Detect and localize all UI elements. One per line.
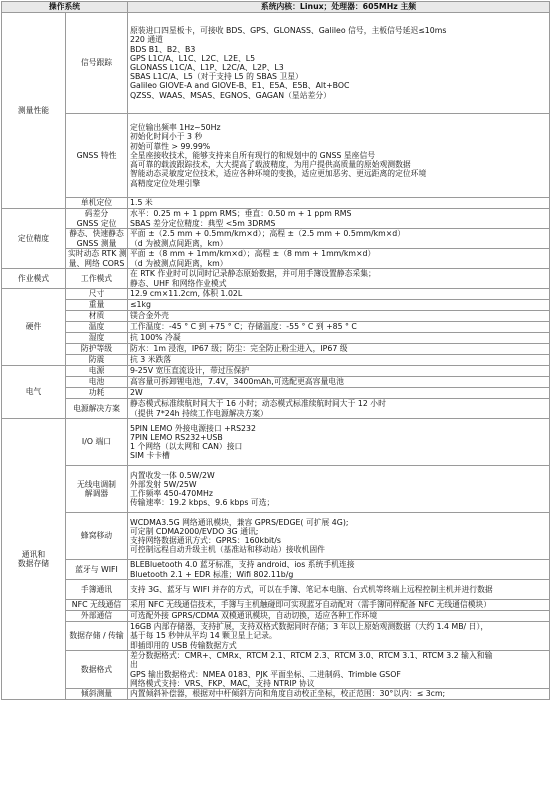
spec-value-line: 防水：1m 浸泡，IP67 级；防尘：完全防止粉尘进入，IP67 级: [130, 344, 348, 354]
spec-value-line: 高精度定位处理引擎: [130, 178, 201, 188]
spec-value-cell: [128, 651, 550, 689]
spec-value-line: SBAS L1C/A、L5（对于支持 L5 的 SBAS 卫星）: [130, 72, 303, 82]
table-row: [2, 651, 550, 689]
spec-value-cell: [128, 580, 550, 600]
table-row: [2, 689, 550, 700]
spec-value-cell: [128, 311, 550, 322]
spec-value-line: BDS B1、B2、B3: [130, 44, 196, 54]
table-row: [2, 269, 550, 289]
spec-value-cell: [128, 300, 550, 311]
spec-value-cell: [128, 560, 550, 580]
table-row: [2, 249, 550, 269]
category-cell: [2, 366, 66, 419]
item-line: 重量: [88, 300, 105, 310]
spec-value-line: （提供 7*24h 持续工作电源解决方案）: [130, 408, 268, 418]
spec-value-line: 220 通道: [130, 35, 163, 45]
spec-value-line: 差分数据格式：CMR+、CMRx、RTCM 2.1、RTCM 2.3、RTCM 3.0、RTCM 3.1、RTCM 3.2 输入和输: [130, 651, 493, 661]
table-row: [2, 198, 550, 209]
spec-value-line: Galileo GIOVE-A and GIOVE-B、E1、E5A、E5B、Alt+BOC: [130, 81, 350, 91]
item-cell: [66, 322, 128, 333]
item-line: 数据存储 / 传输: [69, 631, 124, 641]
spec-value-line: 镁合金外壳: [130, 311, 169, 321]
table-row: [2, 419, 550, 466]
item-line: GNSS 测量: [76, 238, 117, 248]
spec-value-line: 初始化时间小于 3 秒: [130, 132, 203, 142]
spec-value-line: GPS 输出数据格式：NMEA 0183、PJK 平面坐标、二进制码、Trimble GSOF: [130, 669, 401, 679]
spec-value-cell: [128, 388, 550, 399]
item-line: 静态、快速静态: [69, 229, 124, 239]
item-cell: [66, 355, 128, 366]
table-row: [2, 229, 550, 249]
spec-value-line: 可定制 CDMA2000/EVDO 3G 通讯;: [130, 526, 259, 536]
table-row: [2, 622, 550, 651]
item-line: NFC 无线通信: [71, 600, 122, 610]
item-cell: [66, 333, 128, 344]
spec-value-line: 抗 3 米跌落: [130, 355, 172, 365]
spec-value-cell: [128, 366, 550, 377]
category-cell: [2, 419, 66, 700]
table-row: [2, 114, 550, 198]
item-line: 解调器: [84, 489, 109, 498]
spec-value-line: 16GB 内部存储器，支持扩展，支持双格式数据同时存储；3 年以上原始观测数据（大约 1.4 MB/ 日），: [130, 622, 489, 632]
item-line: 单机定位: [80, 198, 113, 208]
item-cell: [66, 229, 128, 249]
category-cell: [2, 269, 66, 289]
item-cell: [66, 249, 128, 269]
spec-value-line: 内置倾斜补偿器，根据对中杆倾斜方向和角度自动校正坐标，校正范围：30°以内：≤ 3cm;: [130, 689, 446, 699]
spec-value-line: 内置收发一体 0.5W/2W: [130, 470, 215, 480]
item-cell: [66, 600, 128, 611]
spec-value-cell: [128, 13, 550, 114]
table-row: [2, 322, 550, 333]
table-row: [2, 344, 550, 355]
table-row: [2, 13, 550, 114]
spec-value-line: 高可靠的载波跟踪技术，大大提高了载波精度，为用户提供高质量的原始观测数据: [130, 160, 411, 170]
item-line: 码差分: [84, 209, 109, 219]
spec-value-line: SBAS 差分定位精度：典型 <5m 3DRMS: [130, 218, 276, 228]
spec-value-line: 水平：0.25 m + 1 ppm RMS；垂直：0.50 m + 1 ppm RMS: [130, 209, 352, 219]
item-cell: [66, 611, 128, 622]
spec-value-cell: [128, 466, 550, 513]
item-line: 防震: [88, 355, 105, 365]
category-line: 作业模式: [17, 273, 50, 283]
spec-value-line: BLEBluetooth 4.0 蓝牙标准，支持 android、ios 系统手机连接: [130, 560, 355, 570]
spec-value-cell: [128, 114, 550, 198]
item-line: GNSS 特性: [76, 150, 117, 160]
spec-value-line: Bluetooth 2.1 + EDR 标准；Wifi 802.11b/g: [130, 569, 294, 579]
item-cell: [66, 344, 128, 355]
spec-value-line: 智能动态灵敏度定位技术，适应各种环境的变换，适应更加恶劣、更远距离的定位环境: [130, 169, 427, 179]
spec-value-line: 1.5 米: [130, 198, 153, 208]
item-cell: [66, 388, 128, 399]
spec-value-line: 2W: [130, 388, 143, 398]
spec-value-cell: [128, 689, 550, 700]
table-row: [2, 466, 550, 513]
spec-value-cell: [128, 333, 550, 344]
spec-value-cell: [128, 377, 550, 388]
spec-value-line: GPS L1C/A、L1C、L2C、L2E、L5: [130, 53, 256, 63]
spec-value-line: 可控制远程自动升级主机（基准站和移动站）接收机固件: [130, 545, 325, 555]
spec-value-line: 可选配外接 GPRS/CDMA 双模通讯模块，自动切换，适应各种工作环境: [130, 611, 378, 621]
spec-value-cell: [128, 269, 550, 289]
table-row: [2, 311, 550, 322]
item-cell: [66, 269, 128, 289]
item-cell: [66, 560, 128, 580]
category-line: 通讯和: [21, 549, 46, 559]
table-row: [2, 513, 550, 560]
table-row: [2, 355, 550, 366]
spec-value-line: 定位输出频率 1Hz~50Hz: [130, 123, 221, 133]
item-line: 倾斜测量: [80, 689, 113, 699]
item-cell: [66, 580, 128, 600]
spec-value-line: 全星座接收技术，能够支持来自所有现行的和规划中的 GNSS 星座信号: [130, 150, 376, 160]
item-cell: [66, 513, 128, 560]
item-line: 外部通信: [80, 611, 113, 621]
spec-value-cell: [128, 399, 550, 419]
item-line: 电源: [88, 366, 105, 376]
category-line: 硬件: [25, 322, 42, 332]
item-line: 防护等级: [80, 344, 113, 354]
spec-value-line: SIM 卡卡槽: [130, 451, 170, 461]
spec-value-line: 原装进口四星板卡，可接收 BDS、GPS、GLONASS、Galileo 信号，主板信号延迟≤10ms: [130, 26, 447, 36]
spec-value-line: ≤1kg: [130, 300, 151, 310]
item-cell: [66, 13, 128, 114]
header-os-label: 操作系统: [2, 2, 128, 13]
table-row: [2, 300, 550, 311]
item-line: 温度: [88, 322, 105, 332]
item-cell: [66, 198, 128, 209]
category-cell: [2, 209, 66, 269]
item-line: GNSS 定位: [76, 218, 117, 228]
item-cell: [66, 377, 128, 388]
spec-value-line: 初始可靠性 > 99.99%: [130, 141, 211, 151]
item-cell: [66, 419, 128, 466]
spec-value-line: 即插即用的 USB 传输数据方式: [130, 640, 237, 650]
category-line: 测量性能: [17, 105, 50, 115]
item-cell: [66, 114, 128, 198]
spec-value-cell: [128, 611, 550, 622]
table-row: [2, 289, 550, 300]
spec-value-cell: [128, 209, 550, 229]
table-row: [2, 611, 550, 622]
spec-value-cell: [128, 622, 550, 651]
item-line: 电池: [88, 377, 105, 387]
item-cell: [66, 289, 128, 300]
table-row: [2, 377, 550, 388]
spec-value-line: 工作温度：-45 ° C 到 +75 ° C；存储温度：-55 ° C 到 +85 ° C: [130, 322, 357, 332]
spec-value-cell: [128, 198, 550, 209]
spec-value-cell: [128, 289, 550, 300]
item-line: 量、网络 CORS: [68, 258, 125, 268]
item-line: 信号跟踪: [80, 58, 113, 68]
table-row: [2, 388, 550, 399]
category-cell: [2, 13, 66, 209]
spec-value-line: 平面 ±（8 mm + 1mm/km×d）；高程 ±（8 mm + 1mm/km×d）: [130, 249, 376, 259]
spec-value-line: 静态模式标准续航时间大于 16 小时；动态模式标准续航时间大于 12 小时: [130, 399, 386, 409]
spec-value-line: QZSS、WAAS、MSAS、EGNOS、GAGAN（星站差分）: [130, 90, 331, 100]
spec-value-line: 基于每 15 秒钟从平均 14 颗卫星上记录。: [130, 631, 277, 641]
item-line: 手簿通讯: [80, 584, 113, 594]
spec-value-line: 5PIN LEMO 外接电源接口 +RS232: [130, 423, 256, 433]
spec-value-line: 9-25V 宽压直流设计，带过压保护: [130, 366, 250, 376]
table-header-row: [2, 2, 550, 13]
spec-value-line: 支持 3G、蓝牙与 WIFI 并存的方式，可以在手簿、笔记本电脑、台式机等终端上远程控制主机并进行数据: [130, 584, 493, 594]
item-line: 蓝牙与 WIFI: [75, 564, 118, 574]
item-cell: [66, 366, 128, 377]
spec-value-cell: [128, 344, 550, 355]
spec-value-line: 外部发射 5W/25W: [130, 479, 197, 489]
spec-value-cell: [128, 229, 550, 249]
spec-value-line: 采用 NFC 无线通信技术，手簿与主机触碰即可实现蓝牙自动配对（需手簿同样配备 NFC 无线通信模块）: [130, 600, 492, 610]
item-line: 尺寸: [88, 289, 105, 299]
table-row: [2, 333, 550, 344]
spec-table: [1, 1, 550, 700]
item-cell: [66, 399, 128, 419]
spec-value-cell: [128, 419, 550, 466]
item-cell: [66, 466, 128, 513]
spec-value-line: 工作频率 450-470MHz: [130, 489, 213, 498]
spec-value-cell: [128, 355, 550, 366]
spec-value-line: （d 为被测点间距离，km）: [130, 238, 228, 248]
table-row: [2, 366, 550, 377]
spec-value-line: WCDMA3.5G 网络通讯模块，兼容 GPRS/EDGE( 可扩展 4G);: [130, 517, 349, 527]
item-line: I/O 端口: [81, 437, 112, 447]
spec-value-cell: [128, 600, 550, 611]
spec-value-line: 7PIN LEMO RS232+USB: [130, 432, 223, 442]
category-line: 电气: [25, 387, 42, 397]
spec-value-line: 支持网络数据通讯方式：GPRS：160kbit/s: [130, 536, 281, 545]
header-os-value: 系统内核：Linux；处理器：605MHz 主频: [128, 2, 550, 13]
item-cell: [66, 651, 128, 689]
spec-value-line: GLONASS L1C/A、L1P、L2C/A、L2P、L3: [130, 63, 284, 72]
item-line: 无线电调制: [77, 479, 116, 489]
item-line: 数据格式: [80, 664, 113, 674]
table-row: [2, 399, 550, 419]
table-row: [2, 209, 550, 229]
item-cell: [66, 622, 128, 651]
spec-value-line: 网络模式支持：VRS、FKP、MAC，支持 NTRIP 协议: [130, 678, 315, 688]
item-line: 蜂窝移动: [80, 531, 113, 541]
item-line: 材质: [88, 311, 105, 321]
category-line: 数据存储: [17, 559, 50, 568]
table-row: [2, 600, 550, 611]
spec-value-line: 高容量可拆卸锂电池，7.4V，3400mAh,可选配更高容量电池: [130, 377, 344, 387]
item-cell: [66, 209, 128, 229]
spec-value-line: 出: [130, 660, 138, 670]
spec-value-line: 抗 100% 冷凝: [130, 333, 181, 343]
category-cell: [2, 289, 66, 366]
spec-value-line: 1 个网络（以太网和 CAN）接口: [130, 442, 243, 451]
item-line: 功耗: [88, 388, 105, 398]
spec-value-cell: [128, 513, 550, 560]
item-line: 实时动态 RTK 测: [68, 249, 127, 259]
item-line: 工作模式: [80, 273, 113, 283]
category-line: 定位精度: [17, 233, 50, 243]
spec-value-line: 在 RTK 作业时可以同时记录静态原始数据，并可用手簿设置静态采集；: [130, 269, 376, 279]
table-row: [2, 580, 550, 600]
item-line: 电源解决方案: [73, 403, 120, 413]
spec-value-line: 传输速率：19.2 kbps、9.6 kbps 可选；: [130, 498, 275, 508]
table-row: [2, 560, 550, 580]
spec-value-line: 静态、UHF 和网络作业模式: [130, 278, 227, 288]
spec-value-line: 平面 ±（2.5 mm + 0.5mm/km×d）；高程 ±（2.5 mm + 0.5mm/km×d）: [130, 229, 406, 239]
item-cell: [66, 311, 128, 322]
spec-value-cell: [128, 249, 550, 269]
spec-value-line: 12.9 cm×11.2cm, 体积 1.02L: [130, 289, 243, 299]
item-cell: [66, 300, 128, 311]
item-line: 湿度: [88, 333, 105, 343]
spec-value-line: （d 为被测点间距离，km）: [130, 258, 228, 268]
spec-value-cell: [128, 322, 550, 333]
item-cell: [66, 689, 128, 700]
